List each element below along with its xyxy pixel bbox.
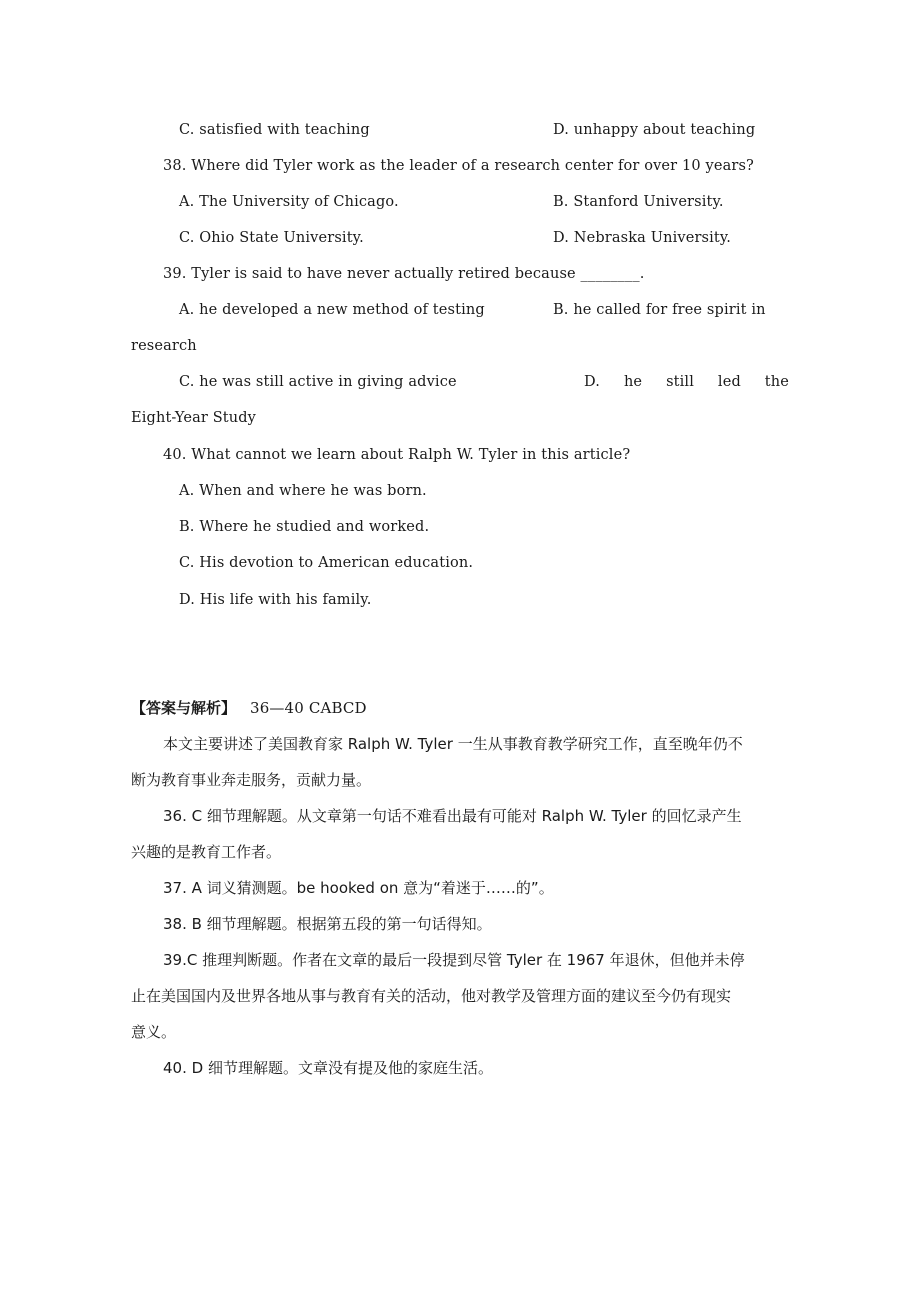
q40-option-b: B. Where he studied and worked. bbox=[179, 519, 430, 535]
answer-39-line-1: 39.C 推理判断题。作者在文章的最后一段提到尽管 Tyler 在 1967 年退休，但他并未停 bbox=[163, 951, 745, 969]
q39-option-c: C. he was still active in giving advice bbox=[179, 374, 457, 390]
q40-stem: 40. What cannot we learn about Ralph W. Tyler in this article? bbox=[163, 447, 631, 463]
q40-option-c: C. His devotion to American education. bbox=[179, 555, 474, 571]
q39-option-b: B. he called for free spirit in bbox=[553, 302, 766, 318]
q39-option-d bbox=[584, 372, 789, 392]
q39-option-d-word: the bbox=[764, 374, 789, 390]
q39-option-d-word: still bbox=[666, 374, 695, 390]
q38-option-a: A. The University of Chicago. bbox=[179, 194, 399, 210]
q40-option-d: D. His life with his family. bbox=[179, 592, 372, 608]
q38-option-d: D. Nebraska University. bbox=[553, 230, 732, 246]
q39-option-a: A. he developed a new method of testing bbox=[179, 302, 485, 318]
answer-key: 36—40 CABCD bbox=[250, 699, 367, 717]
q38-option-c: C. Ohio State University. bbox=[179, 230, 364, 246]
summary-line-2: 断为教育事业奔走服务，贡献力量。 bbox=[131, 771, 372, 789]
answer-heading: 【答案与解析】 bbox=[131, 699, 237, 717]
q39-option-d-continued: Eight-Year Study bbox=[131, 410, 257, 426]
q37-option-d: D. unhappy about teaching bbox=[553, 122, 756, 138]
answer-39-line-3: 意义。 bbox=[131, 1023, 177, 1041]
q40-option-a: A. When and where he was born. bbox=[179, 483, 427, 499]
q37-option-c: C. satisfied with teaching bbox=[179, 122, 370, 138]
summary-line-1: 本文主要讲述了美国教育家 Ralph W. Tyler 一生从事教育教学研究工作，直至晚年仍不 bbox=[163, 735, 743, 753]
answer-37: 37. A 词义猜测题。be hooked on 意为“着迷于……的”。 bbox=[163, 879, 554, 897]
q39-option-d-word: led bbox=[717, 374, 741, 390]
answer-39-line-2: 止在美国国内及世界各地从事与教育有关的活动，他对教学及管理方面的建议至今仍有现实 bbox=[131, 987, 732, 1005]
q39-option-d-word: he bbox=[623, 374, 643, 390]
answer-40: 40. D 细节理解题。文章没有提及他的家庭生活。 bbox=[163, 1059, 493, 1077]
q38-option-b: B. Stanford University. bbox=[553, 194, 724, 210]
answer-section-header bbox=[131, 698, 367, 718]
q39-stem: 39. Tyler is said to have never actually retired because ________. bbox=[163, 266, 645, 282]
answer-36-line-1: 36. C 细节理解题。从文章第一句话不难看出最有可能对 Ralph W. Tyler 的回忆录产生 bbox=[163, 807, 742, 825]
answer-38: 38. B 细节理解题。根据第五段的第一句话得知。 bbox=[163, 915, 492, 933]
q38-stem: 38. Where did Tyler work as the leader of a research center for over 10 years? bbox=[163, 158, 754, 174]
q39-option-b-continued: research bbox=[131, 338, 197, 354]
answer-36-line-2: 兴趣的是教育工作者。 bbox=[131, 843, 282, 861]
q39-option-d-word: D. bbox=[584, 374, 601, 390]
